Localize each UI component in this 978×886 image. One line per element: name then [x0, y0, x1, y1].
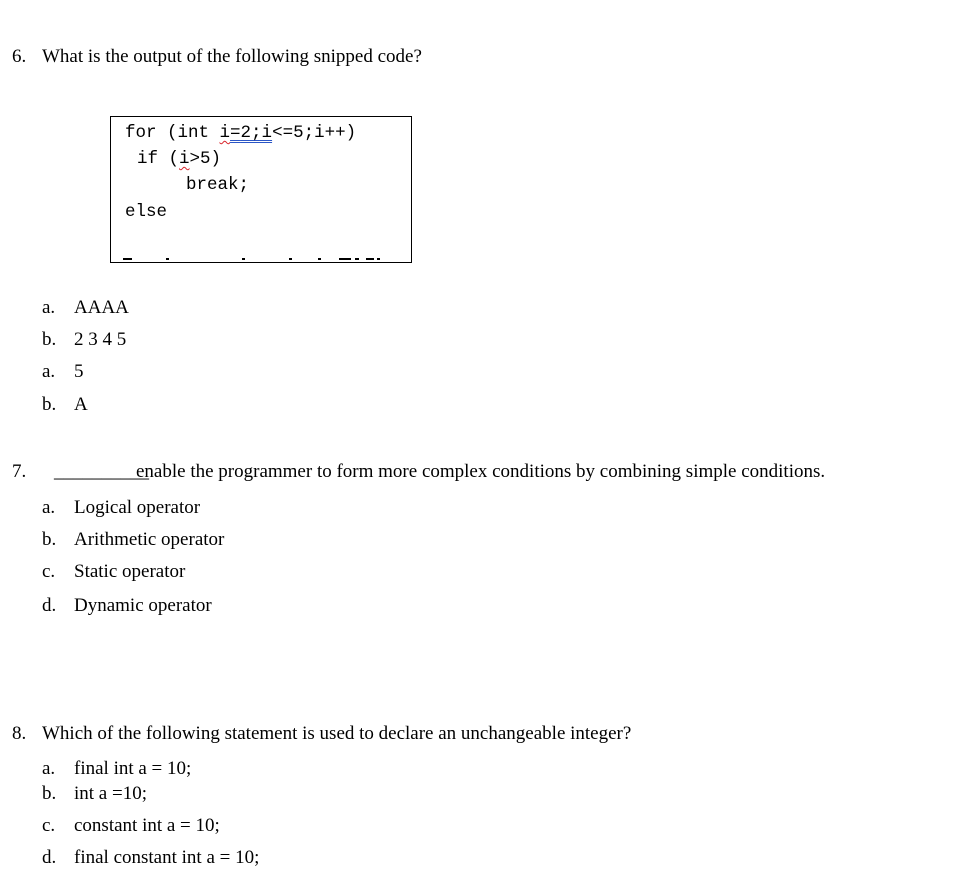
code-snippet	[110, 116, 412, 263]
option-letter: c.	[42, 561, 56, 582]
code-token: >5)	[189, 149, 222, 169]
code-token: =	[230, 123, 241, 143]
question-text: What is the output of the following snipped code?	[42, 46, 422, 67]
question-text: Which of the following statement is used to declare an unchangeable integer?	[42, 723, 632, 744]
option-letter: c.	[42, 815, 56, 836]
question-number: 6.	[12, 46, 27, 67]
option-text: A	[74, 394, 88, 415]
option-letter: b.	[42, 529, 57, 550]
code-token: <=5;i++)	[272, 123, 357, 143]
code-token: 2;i	[240, 123, 273, 143]
code-line-3: break;	[186, 175, 250, 195]
option-text: 5	[74, 361, 84, 382]
option-letter: d.	[42, 847, 57, 868]
question-text: enable the programmer to form more complex conditions by combining simple conditions.	[136, 461, 826, 482]
fill-in-blank: __________	[54, 461, 149, 482]
question-7	[12, 462, 972, 488]
grammar-marked-token	[230, 123, 272, 143]
option-letter: a.	[42, 497, 56, 518]
option-letter: b.	[42, 394, 57, 415]
option-text: int a =10;	[74, 783, 147, 804]
option-text: final int a = 10;	[74, 758, 192, 779]
spell-error-token: i	[179, 149, 190, 169]
question-number: 8.	[12, 723, 27, 744]
option-text: final constant int a = 10;	[74, 847, 260, 868]
option-letter: b.	[42, 783, 57, 804]
option-text: Logical operator	[74, 497, 201, 518]
spell-error-token: i	[219, 123, 231, 143]
option-letter: a.	[42, 758, 56, 779]
clipped-code-line	[123, 258, 412, 263]
code-line-1	[125, 125, 356, 143]
option-text: Dynamic operator	[74, 595, 212, 616]
code-token: for (int	[125, 123, 220, 143]
option-letter: b.	[42, 329, 57, 350]
option-letter: a.	[42, 361, 56, 382]
option-text: constant int a = 10;	[74, 815, 220, 836]
code-line-4: else	[125, 202, 168, 222]
code-line-2	[137, 151, 221, 169]
question-number: 7.	[12, 461, 27, 482]
code-token: if (	[137, 149, 180, 169]
question-6	[12, 47, 972, 73]
question-8	[12, 724, 972, 750]
option-letter: d.	[42, 595, 57, 616]
option-text: Arithmetic operator	[74, 529, 225, 550]
option-text: AAAA	[74, 297, 129, 318]
option-letter: a.	[42, 297, 56, 318]
option-text: 2 3 4 5	[74, 329, 127, 350]
option-text: Static operator	[74, 561, 186, 582]
